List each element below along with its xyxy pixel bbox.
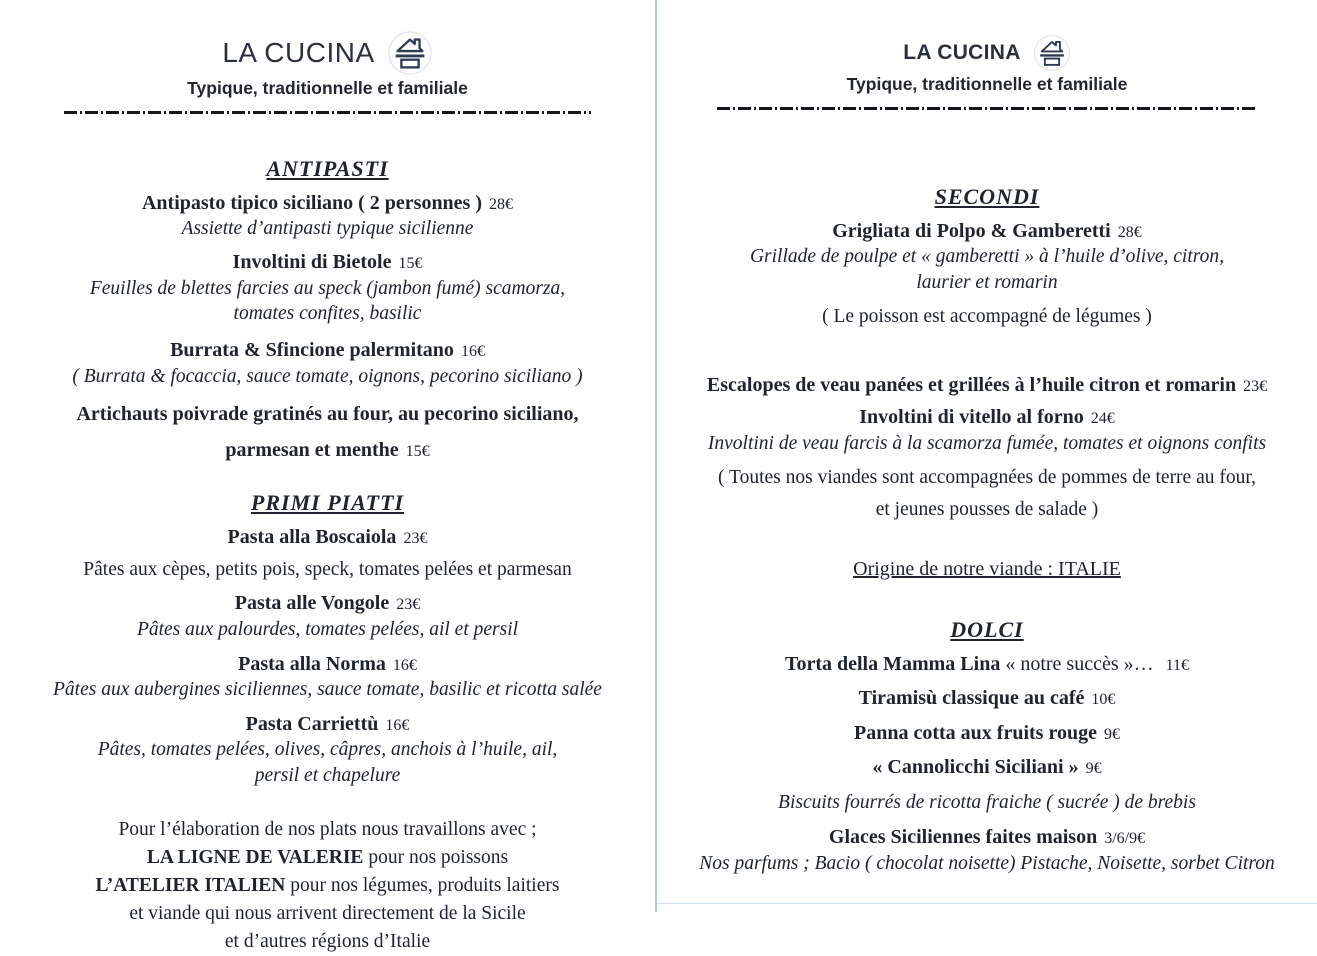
dish-description xyxy=(0,678,655,702)
supplier-name: LA LIGNE DE VALERIE xyxy=(146,846,364,868)
section-heading-primi-piatti: PRIMI PIATTI xyxy=(250,490,405,516)
description-text: Grillade de poulpe et « gamberetti » à l’huile d’olive, citron, xyxy=(749,246,1225,268)
section-heading-antipasti: ANTIPASTI xyxy=(266,156,389,181)
dish-line xyxy=(0,338,655,362)
dish-name: Pasta alle Vongole xyxy=(234,592,390,615)
dish-price: 23€ xyxy=(1243,377,1268,395)
dish-description xyxy=(657,432,1317,456)
dish-line xyxy=(657,373,1317,397)
dish-name: Glaces Siciliennes faites maison xyxy=(828,826,1098,849)
description-text: Pâtes, tomates pelées, olives, câpres, anchois à l’huile, ail, xyxy=(97,739,558,761)
description-text: Involtini de veau farcis à la scamorza fumée, tomates et oignons confits xyxy=(707,432,1267,454)
suppliers-note-line xyxy=(0,928,655,956)
dish-name: Pasta Carriettù xyxy=(245,712,379,735)
dish-description xyxy=(0,365,655,389)
dish-name: parmesan et menthe xyxy=(225,439,399,462)
suppliers-note xyxy=(0,816,655,956)
dish-price: 9€ xyxy=(1103,725,1120,743)
description-text: persil et chapelure xyxy=(254,764,401,786)
dish-line xyxy=(657,686,1317,710)
dish-subtitle: « notre succès »… xyxy=(1000,652,1159,675)
dish-description xyxy=(657,271,1317,295)
dish-line xyxy=(0,250,655,274)
dish-description xyxy=(0,302,655,326)
dish-name: Escalopes de veau panées et grillées à l’huile citron et romarin xyxy=(706,373,1237,396)
description-text: Assiette d’antipasti typique sicilienne xyxy=(181,218,474,240)
dish-description xyxy=(657,852,1317,876)
header-rule xyxy=(64,111,591,114)
note-text: et jeunes pousses de salade ) xyxy=(875,498,1099,520)
dish-line xyxy=(0,525,655,549)
suppliers-note-line xyxy=(0,816,655,844)
restaurant-name: LA CUCINA xyxy=(903,41,1021,64)
note-text: Pour l’élaboration de nos plats nous travaillons avec ; xyxy=(118,818,537,840)
dish-line xyxy=(0,591,655,615)
suppliers-note-line xyxy=(0,900,655,928)
dish-price: 23€ xyxy=(403,530,428,548)
dish-name: Artichauts poivrade gratinés au four, au pecorino siciliano, xyxy=(76,403,579,426)
note-text: et d’autres régions d’Italie xyxy=(224,930,431,952)
dish-price: 9€ xyxy=(1085,759,1102,777)
dish-price: 28€ xyxy=(1117,224,1142,241)
dish-price: 11€ xyxy=(1165,656,1190,674)
dish-name: Antipasto tipico siciliano ( 2 personnes ) xyxy=(141,192,483,214)
dish-price: 24€ xyxy=(1090,410,1115,428)
dish-description xyxy=(0,738,655,762)
supplier-name: L’ATELIER ITALIEN xyxy=(95,874,286,896)
side-note xyxy=(657,495,1317,524)
suppliers-note-line xyxy=(0,844,655,872)
dish-description xyxy=(0,618,655,642)
dish-price: 16€ xyxy=(385,716,410,734)
description-text: laurier et romarin xyxy=(916,272,1058,294)
note-text: pour nos poissons xyxy=(363,846,509,868)
house-cloche-icon xyxy=(1033,34,1071,72)
dish-description xyxy=(657,245,1317,269)
note-text: et viande qui nous arrivent directement de la Sicile xyxy=(129,902,526,924)
dish-line xyxy=(0,436,655,464)
dish-name: Involtini di Bietole xyxy=(232,251,392,274)
dish-line xyxy=(657,219,1317,243)
dish-description xyxy=(0,277,655,301)
section-heading-dolci: DOLCI xyxy=(950,616,1024,642)
dish-name: Involtini di vitello al forno xyxy=(859,406,1084,429)
note-text: ( Le poisson est accompagné de légumes ) xyxy=(822,305,1152,327)
description-text: Pâtes aux palourdes, tomates pelées, ail et persil xyxy=(136,618,519,640)
header-rule xyxy=(717,107,1257,110)
restaurant-tagline: Typique, traditionnelle et familiale xyxy=(187,78,468,98)
description-text: ( Burrata & focaccia, sauce tomate, oignons, pecorino siciliano ) xyxy=(72,365,583,387)
restaurant-name: LA CUCINA xyxy=(222,37,375,68)
menu-page-right xyxy=(657,0,1317,912)
dish-name: Panna cotta aux fruits rouge xyxy=(854,721,1097,744)
description-text: Nos parfums ; Bacio ( chocolat noisette) Pistache, Noisette, sorbet Citron xyxy=(699,852,1275,874)
dish-line xyxy=(0,400,655,428)
dish-name: Grigliata di Polpo & Gamberetti xyxy=(832,220,1111,242)
dish-line xyxy=(0,712,655,736)
meat-origin-note: Origine de notre viande : ITALIE xyxy=(853,557,1121,580)
dish-price: 10€ xyxy=(1091,691,1116,709)
dish-line xyxy=(0,191,655,215)
dish-line xyxy=(657,721,1317,745)
dish-name: Torta della Mamma Lina xyxy=(784,652,1001,675)
dish-description xyxy=(0,764,655,788)
dish-line xyxy=(657,755,1317,779)
section-heading-secondi: SECONDI xyxy=(934,184,1040,209)
menu-page-left xyxy=(0,0,655,952)
dish-name: Tiramisù classique au café xyxy=(858,687,1085,710)
dish-description xyxy=(0,217,655,241)
dish-price: 3/6/9€ xyxy=(1104,830,1146,848)
dish-description xyxy=(0,558,655,582)
dish-price: 16€ xyxy=(392,656,417,674)
suppliers-note-line xyxy=(0,872,655,900)
dish-line xyxy=(0,652,655,676)
dish-price: 15€ xyxy=(398,255,423,273)
dish-name: Pasta alla Norma xyxy=(238,652,386,675)
house-cloche-icon xyxy=(387,30,433,76)
dish-price: 28€ xyxy=(489,196,514,213)
note-text: pour nos légumes, produits laitiers xyxy=(285,874,560,896)
restaurant-header xyxy=(657,34,1317,72)
description-text: Pâtes aux cèpes, petits pois, speck, tomates pelées et parmesan xyxy=(83,558,572,580)
description-text: tomates confites, basilic xyxy=(233,303,422,325)
description-text: Pâtes aux aubergines siciliennes, sauce tomate, basilic et ricotta salée xyxy=(53,679,602,701)
dish-line xyxy=(657,652,1317,676)
dish-name: Pasta alla Boscaiola xyxy=(227,526,397,549)
restaurant-tagline: Typique, traditionnelle et familiale xyxy=(846,74,1128,94)
description-text: Biscuits fourrés de ricotta fraiche ( sucrée ) de brebis xyxy=(778,792,1196,814)
description-text: Feuilles de blettes farcies au speck (jambon fumé) scamorza, xyxy=(89,277,566,299)
dish-name: « Cannolicchi Siciliani » xyxy=(872,755,1079,778)
dish-line xyxy=(657,825,1317,849)
dish-line xyxy=(657,405,1317,429)
side-note xyxy=(657,463,1317,492)
note-text: ( Toutes nos viandes sont accompagnées de pommes de terre au four, xyxy=(718,467,1256,489)
dish-price: 15€ xyxy=(405,443,430,461)
dish-price: 16€ xyxy=(460,343,485,361)
restaurant-header xyxy=(0,30,655,76)
dish-price: 23€ xyxy=(396,596,421,614)
dish-name: Burrata & Sfincione palermitano xyxy=(170,339,454,362)
dish-description xyxy=(657,791,1317,815)
side-note xyxy=(657,305,1317,329)
